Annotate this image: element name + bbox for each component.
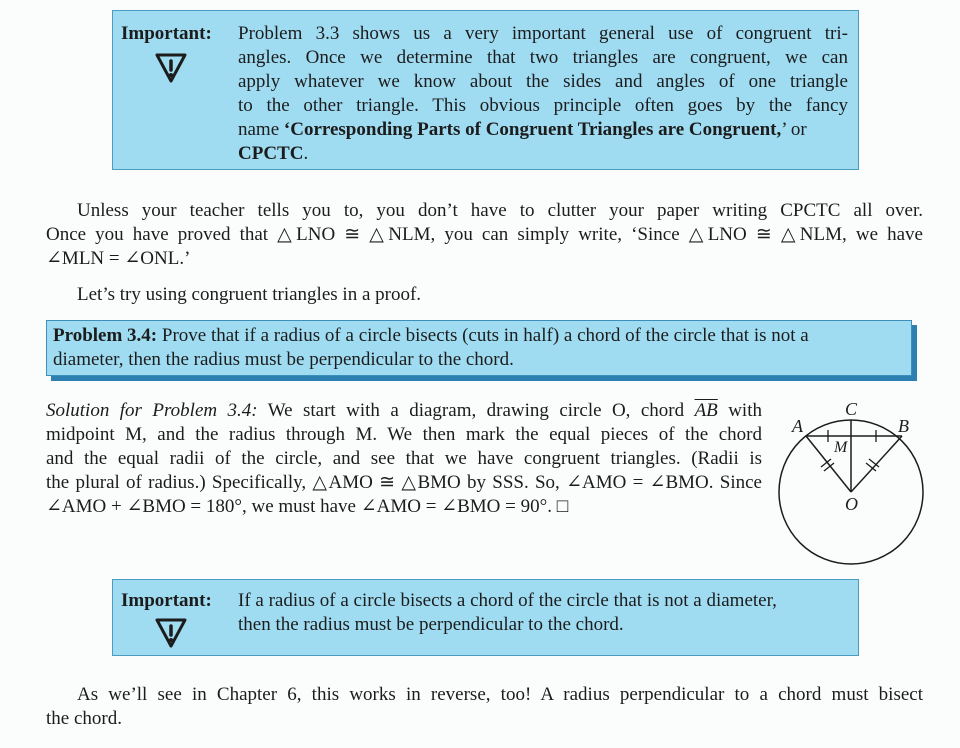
important-line xyxy=(238,118,848,142)
text-fragment: with xyxy=(717,400,762,421)
paragraph-line: the chord. xyxy=(46,708,122,729)
chord-ab: $\overline{AB}$ xyxy=(694,400,718,421)
cpctc-abbrev: CPCTC xyxy=(238,143,304,164)
paragraph-try xyxy=(77,283,421,307)
important-line: Problem 3.3 shows us a very important general use of congruent tri- xyxy=(238,23,848,44)
solution-line: and the equal radii of the circle, and see that we have congruent triangles. (Radii is xyxy=(46,448,762,469)
label-m: M xyxy=(834,439,848,456)
important-line: then the radius must be perpendicular to the chord. xyxy=(238,614,624,635)
paragraph-line: Once you have proved that △LNO ≅ △NLM, you can simply write, ‘Since △LNO ≅ △NLM, we have xyxy=(46,224,923,245)
important-text-2 xyxy=(238,589,848,637)
label-o: O xyxy=(845,494,858,514)
paragraph-line: Unless your teacher tells you to, you don’t have to clutter your paper writing CPCTC all over. xyxy=(77,200,923,221)
label-b: B xyxy=(898,416,909,436)
important-box-1 xyxy=(112,10,859,170)
solution-line xyxy=(46,399,762,423)
solution-line: the plural of radius.) Specifically, △AMO ≅ △BMO by SSS. So, ∠AMO = ∠BMO. Since xyxy=(46,472,762,493)
paragraph-reverse xyxy=(46,683,923,731)
problem-label: Problem 3.4: xyxy=(53,325,158,346)
text-fragment: Prove that if a radius of a circle bisects (cuts in half) a chord of the circle that is not a xyxy=(157,325,809,346)
important-line: apply whatever we know about the sides and angles of one triangle xyxy=(238,71,848,92)
problem-line: diameter, then the radius must be perpendicular to the chord. xyxy=(53,349,514,370)
important-line: to the other triangle. This obvious principle often goes by the fancy xyxy=(238,95,848,116)
important-line: If a radius of a circle bisects a chord of the circle that is not a diameter, xyxy=(238,590,777,611)
important-line: angles. Once we determine that two triangles are congruent, we can xyxy=(238,47,848,68)
problem-box xyxy=(46,320,912,376)
label-a: A xyxy=(792,416,803,436)
important-label: Important: xyxy=(121,23,212,44)
label-c: C xyxy=(845,399,858,419)
important-line xyxy=(238,142,848,166)
radius-ob xyxy=(851,436,902,492)
text-fragment: . xyxy=(303,143,309,164)
problem-line xyxy=(53,324,903,348)
cpctc-full-name: ‘Corresponding Parts of Congruent Triangles are Congruent, xyxy=(283,119,782,140)
solution-text xyxy=(46,399,762,519)
paragraph-cpctc xyxy=(46,199,923,271)
paragraph-line: ∠MLN = ∠ONL.’ xyxy=(46,248,191,269)
solution-label: Solution for Problem 3.4: xyxy=(46,400,258,421)
solution-line: midpoint M, and the radius through M. We then mark the equal pieces of the chord xyxy=(46,424,762,445)
circle-diagram xyxy=(770,395,950,565)
text-fragment: ’ or xyxy=(781,119,807,140)
warning-icon xyxy=(153,51,189,85)
paragraph-line: As we’ll see in Chapter 6, this works in reverse, too! A radius perpendicular to a chord must bisect xyxy=(77,684,923,705)
text-fragment: We start with a diagram, drawing circle O, chord xyxy=(257,400,695,421)
important-box-2 xyxy=(112,579,859,656)
paragraph-line: Let’s try using congruent triangles in a proof. xyxy=(77,284,422,305)
solution-line: ∠AMO + ∠BMO = 180°, we must have ∠AMO = ∠BMO = 90°. □ xyxy=(46,496,569,517)
important-text-1 xyxy=(238,22,848,166)
text-fragment: name xyxy=(238,119,284,140)
important-label: Important: xyxy=(121,590,212,611)
problem-text xyxy=(53,324,903,372)
warning-icon xyxy=(153,616,189,650)
